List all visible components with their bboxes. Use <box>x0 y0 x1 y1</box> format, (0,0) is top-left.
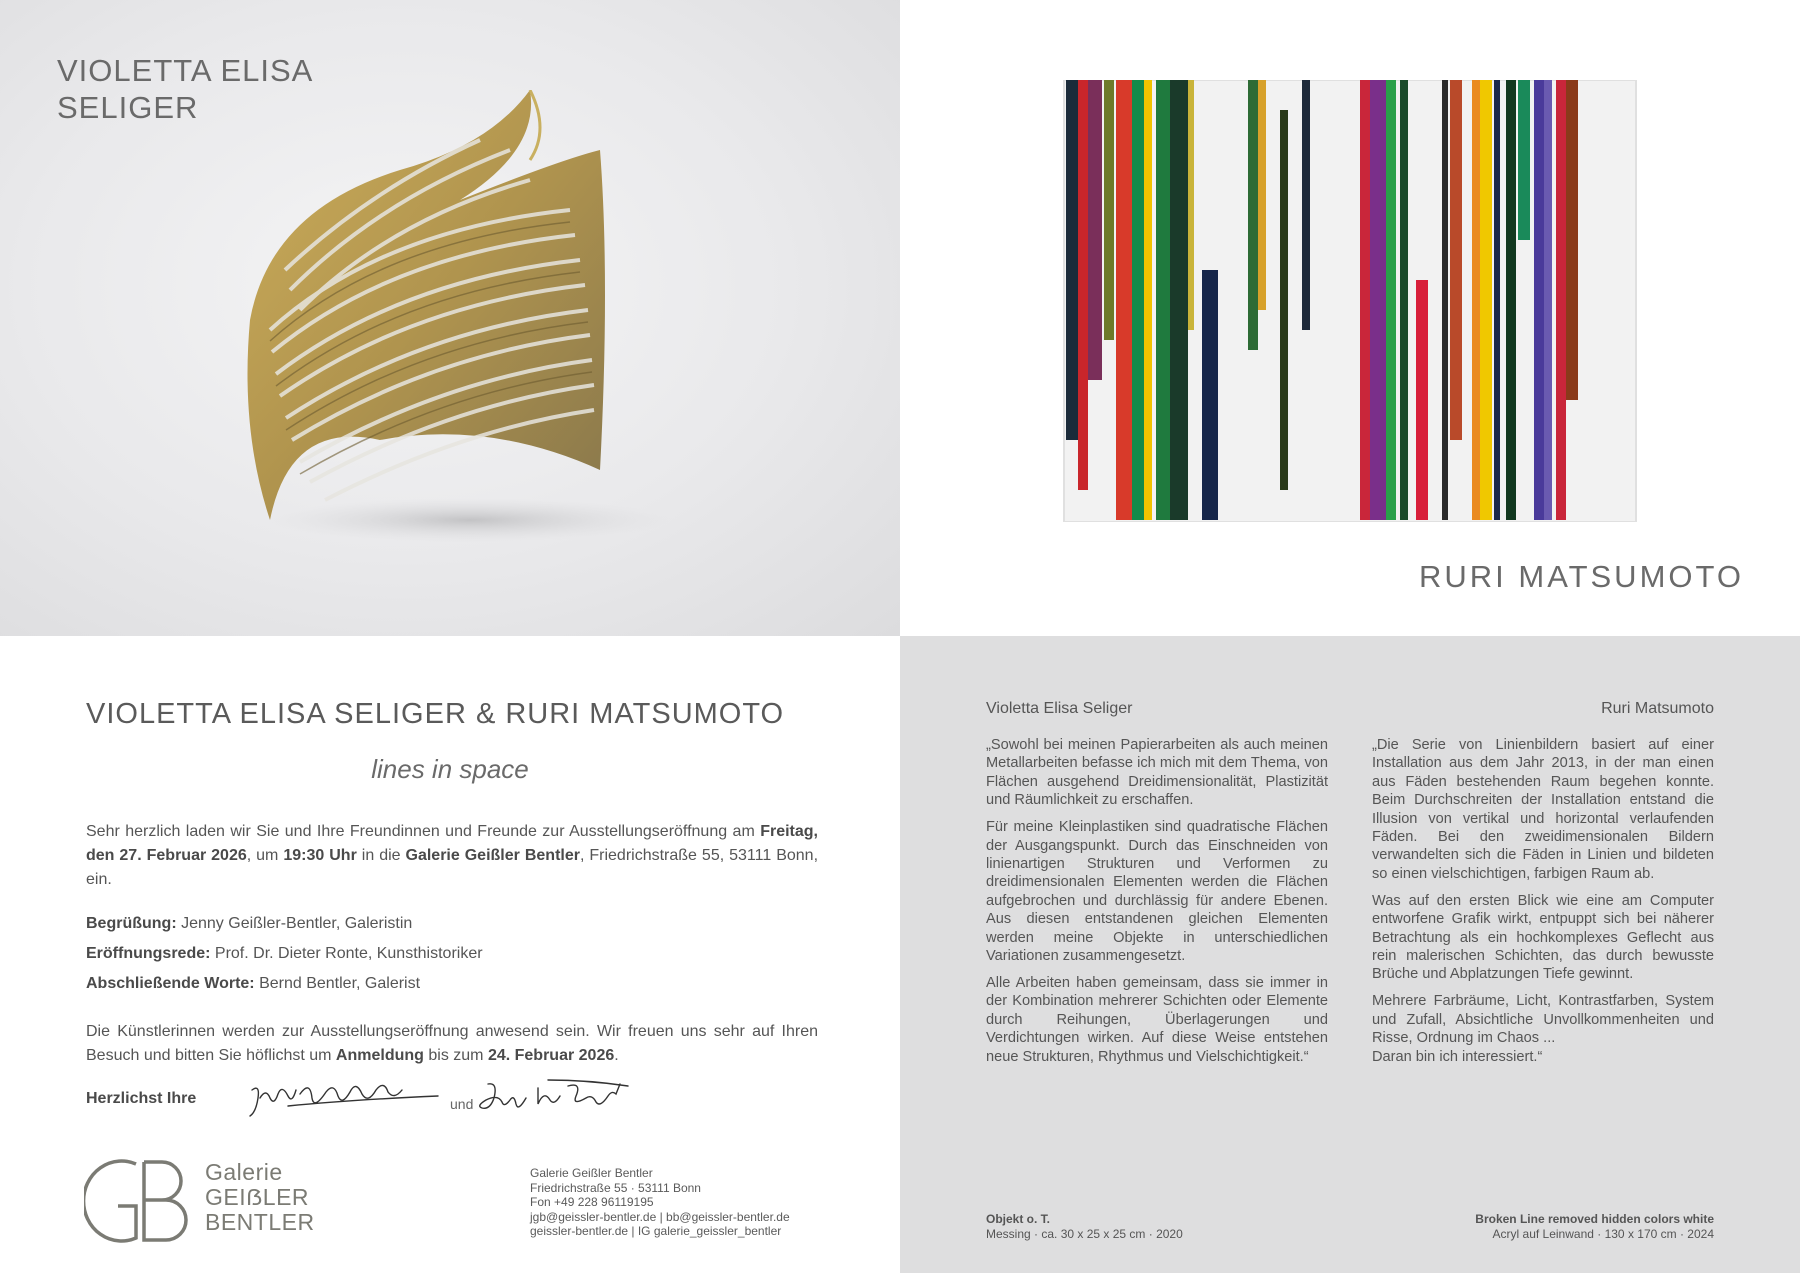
closing-label: Abschließende Worte: <box>86 975 255 992</box>
striped-painting-image <box>1060 80 1640 522</box>
attend-deadline: 24. Februar 2026 <box>487 1047 615 1064</box>
attend-text-3: . <box>614 1047 619 1064</box>
statement-matsumoto-p1: „Die Serie von Linienbildern basiert auf einer Installation aus dem Jahr 2013, in der man einen aus Fäden bestehenden Raum begehen konnte. Beim Durchschreiten der Installation entstand die Illusion von vertikal und horizontal verlaufenden Fäden. Bei den zweidimensionalen Bildern verwandelten sich die Fäden in Linien und bildeten so einen vielschichtigen, farbigen Raum ab. <box>1372 737 1714 882</box>
gallery-contact <box>530 1166 790 1239</box>
attend-text-2: bis zum <box>423 1047 488 1064</box>
greeting-label: Begrüßung: <box>86 915 177 932</box>
invite-date: Freitag, den 27. Februar 2026 <box>86 823 818 864</box>
artist-name-matsumoto: RURI MATSUMOTO <box>1418 559 1744 594</box>
statement-name-matsumoto: Ruri Matsumoto <box>1601 700 1714 717</box>
gallery-logo-monogram <box>84 1156 194 1246</box>
greeting-text: Jenny Geißler-Bentler, Galeristin <box>176 915 413 932</box>
closing-text: Bernd Bentler, Galerist <box>254 975 421 992</box>
contact-name: Galerie Geißler Bentler <box>530 1166 653 1180</box>
invitation-panel <box>0 636 900 1273</box>
logo-line1: Galerie <box>205 1159 283 1185</box>
invite-text-1: Sehr herzlich laden wir Sie und Ihre Freundinnen und Freunde zur Ausstellungseröffnung am <box>86 823 761 840</box>
brass-sculpture-image <box>230 90 710 550</box>
artist-statements-panel <box>900 636 1800 1273</box>
caption-painting <box>1475 1212 1714 1242</box>
program-opening-speech <box>86 942 818 966</box>
statement-matsumoto-p4: Daran bin ich interessiert.“ <box>1372 1048 1543 1065</box>
statement-name-seliger: Violetta Elisa Seliger <box>986 700 1133 717</box>
sculpture-panel <box>0 0 900 636</box>
contact-web[interactable]: geissler-bentler.de | IG galerie_geissler_bentler <box>530 1224 782 1238</box>
contact-emails[interactable]: jgb@geissler-bentler.de | bb@geissler-bentler.de <box>530 1209 790 1224</box>
statement-seliger-p3: Alle Arbeiten haben gemeinsam, dass sie immer in der Kombination mehrerer Schichten oder Elemente durch Reihungen, Überlagerungen und Verdichtungen wirken. Auf diese Weise entstehen neue Strukturen, Rhythmus und Vielschichtigkeit.“ <box>986 974 1328 1065</box>
attend-registration: Anmeldung <box>335 1047 424 1064</box>
invite-time: 19:30 Uhr <box>283 847 357 864</box>
caption-painting-detail: Acryl auf Leinwand · 130 x 170 cm · 2024 <box>1492 1227 1714 1241</box>
invite-text-2: , um <box>246 847 284 864</box>
attend-text-1: Die Künstlerinnen werden zur Ausstellungseröffnung anwesend sein. Wir freuen uns sehr auf Ihren Besuch und bitten Sie höflichst um <box>86 1023 818 1064</box>
attendance-paragraph <box>86 1020 818 1068</box>
gallery-logo-text <box>205 1160 315 1235</box>
regards-label: Herzlichst Ihre <box>86 1090 197 1107</box>
opening-label: Eröffnungsrede: <box>86 945 211 962</box>
statement-matsumoto-p3: Mehrere Farbräume, Licht, Kontrastfarben, System und Zufall, Absichtliche Unvollkommenheiten und Risse, Ordnung im Chaos ... <box>1372 993 1714 1047</box>
logo-line2: GEIẞLER <box>205 1184 310 1210</box>
exhibition-artists-title: VIOLETTA ELISA SELIGER & RURI MATSUMOTO <box>86 698 785 730</box>
contact-phone: Fon +49 228 96119195 <box>530 1195 654 1209</box>
invite-gallery: Galerie Geißler Bentler <box>405 847 580 864</box>
program-closing-words <box>86 972 818 996</box>
statement-seliger-p1: „Sowohl bei meinen Papierarbeiten als auch meinen Metallarbeiten befasse ich mich mit dem Thema, von Flächen ausgehend Dreidimensionalität, Plastizität und Räumlichkeit zu erschaffen. <box>986 737 1328 809</box>
statement-seliger-p2: Für meine Kleinplastiken sind quadratische Flächen der Ausgangspunkt. Durch das Einschneiden von linienartigen Strukturen und Verformen zu dreidimensionalen Elementen werden die Flächen aufgebrochen und durchlässig für andere Ebenen. Aus diesen entstandenen gleichen Elementen werden meine Objekte in unterschiedlichen Variationen zusammengesetzt. <box>986 819 1328 964</box>
invitation-paragraph <box>86 820 818 892</box>
program-greeting <box>86 912 818 936</box>
caption-painting-title: Broken Line removed hidden colors white <box>1475 1212 1714 1226</box>
statement-matsumoto <box>1372 736 1714 1074</box>
caption-sculpture-title: Objekt o. T. <box>986 1212 1051 1226</box>
invite-text-3: in die <box>356 847 406 864</box>
artist-name-line2: SELIGER <box>57 90 199 125</box>
invite-text-4: , Friedrichstraße 55, 53111 Bonn, ein. <box>86 847 819 888</box>
exhibition-subtitle: lines in space <box>371 754 529 784</box>
painting-panel <box>900 0 1800 636</box>
opening-text: Prof. Dr. Dieter Ronte, Kunsthistoriker <box>210 945 483 962</box>
logo-line3: BENTLER <box>205 1209 315 1235</box>
statement-seliger <box>986 736 1328 1074</box>
contact-address: Friedrichstraße 55 · 53111 Bonn <box>530 1180 701 1195</box>
caption-sculpture-detail: Messing · ca. 30 x 25 x 25 cm · 2020 <box>986 1227 1183 1241</box>
artist-name-line1: VIOLETTA ELISA <box>57 53 314 88</box>
signature-and: und <box>450 1096 474 1112</box>
caption-sculpture <box>986 1212 1183 1242</box>
statement-matsumoto-p2: Was auf den ersten Blick wie eine am Computer entworfene Grafik wirkt, entpuppt sich bei näherer Betrachtung als ein hochkomplexes Geflecht aus rein malerischen Schichten, das durch bewusste Brüche und Abplatzungen Tiefe gewinnt. <box>1372 892 1714 983</box>
